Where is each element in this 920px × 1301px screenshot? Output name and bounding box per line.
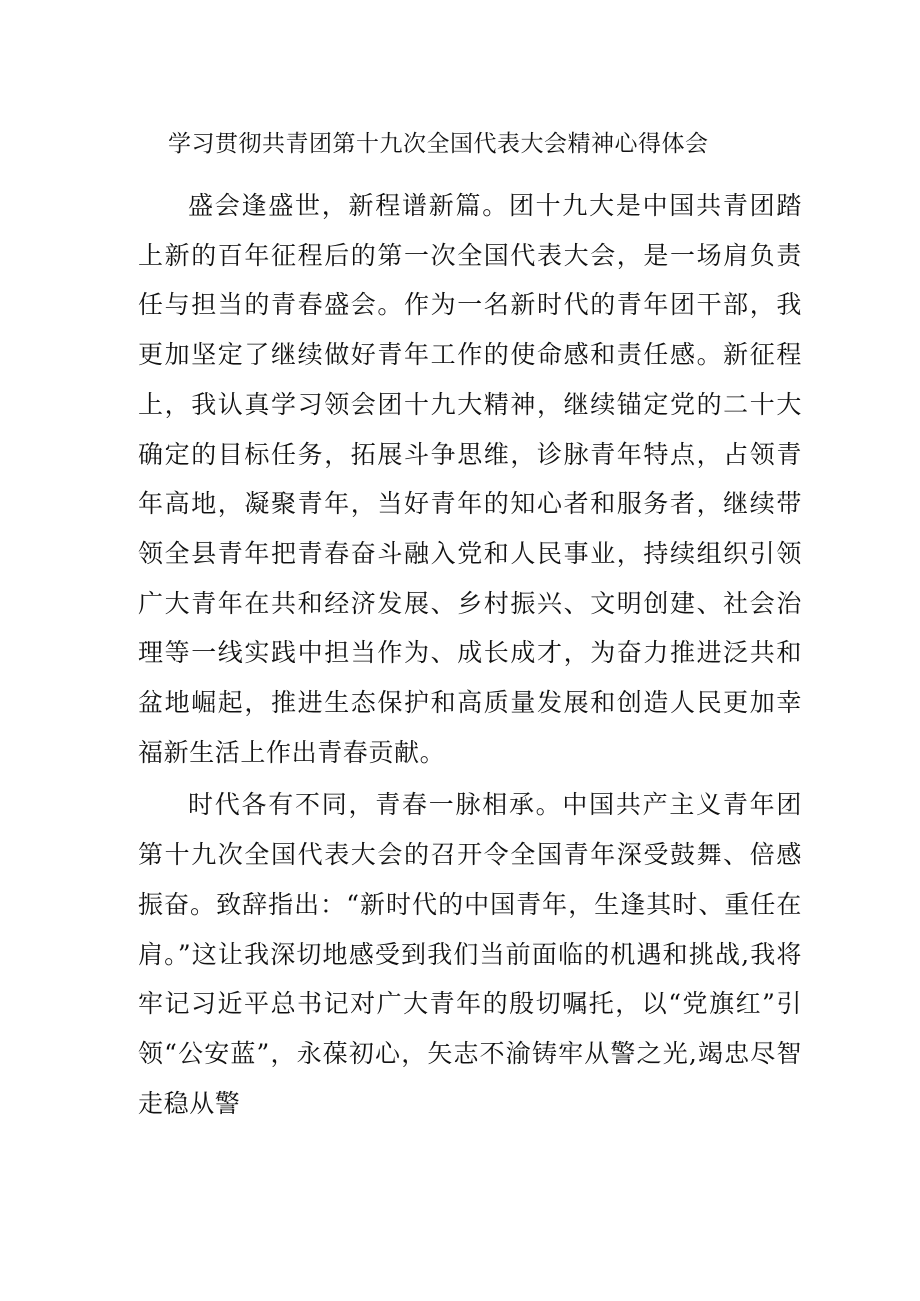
document-body — [138, 181, 802, 1128]
paragraph-2: 时代各有不同，青春一脉相承。中国共产主义青年团第十九次全国代表大会的召开令全国青年深受鼓舞、倍感振奋。致辞指出：“新时代的中国青年，生逢其时、重任在肩。”这让我深切地感受到我们当前面临的机遇和挑战,我将牢记习近平总书记对广大青年的殷切嘱托，以“党旗红”引领“公安蓝”，永葆初心，矢志不渝铸牢从警之光,竭忠尽智走稳从警 — [138, 790, 802, 1118]
paragraph-1: 盛会逢盛世，新程谱新篇。团十九大是中国共青团踏上新的百年征程后的第一次全国代表大会，是一场肩负责任与担当的青春盛会。作为一名新时代的青年团干部，我更加坚定了继续做好青年工作的使命感和责任感。新征程上，我认真学习领会团十九大精神，继续锚定党的二十大确定的目标任务，拓展斗争思维，诊脉青年特点，占领青年高地，凝聚青年，当好青年的知心者和服务者，继续带领全县青年把青春奋斗融入党和人民事业，持续组织引领广大青年在共和经济发展、乡村振兴、文明创建、社会治理等一线实践中担当作为、成长成才，为奋力推进泛共和盆地崛起，推进生态保护和高质量发展和创造人民更加幸福新生活上作出青春贡献。 — [138, 191, 802, 767]
document-title: 学习贯彻共青团第十九次全国代表大会精神心得体会 — [168, 131, 709, 157]
